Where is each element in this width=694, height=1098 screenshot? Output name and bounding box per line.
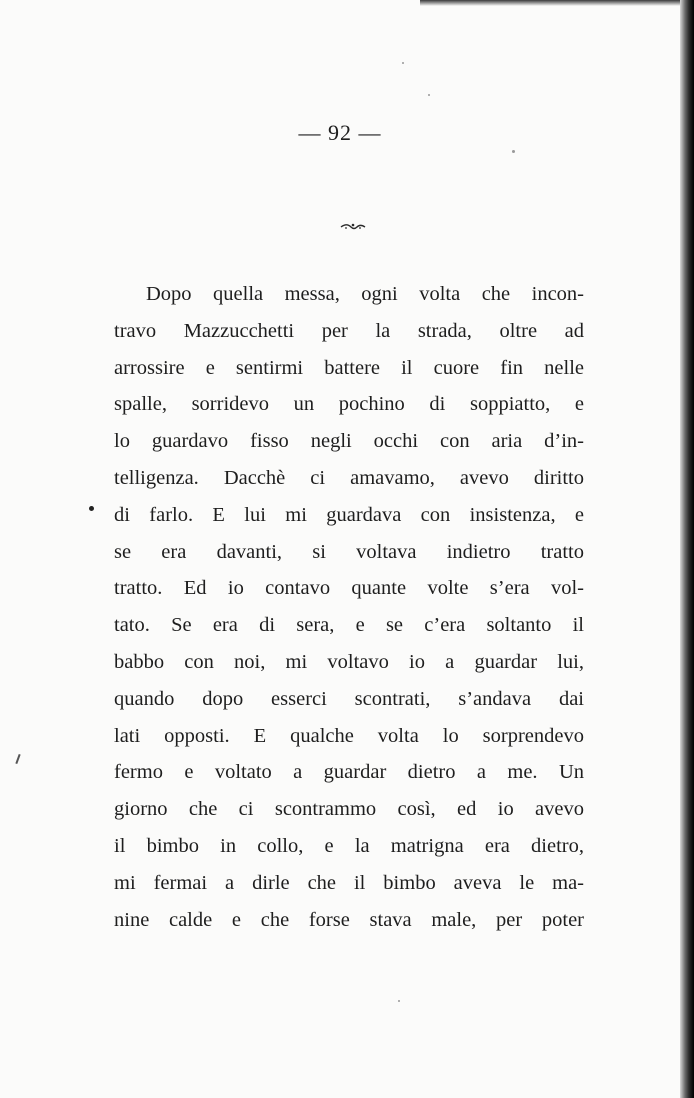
text-line: travo Mazzucchetti per la strada, oltre ad — [114, 319, 584, 342]
page-top-shadow — [420, 0, 694, 6]
page-number: — 92 — — [298, 120, 382, 145]
text-line: giorno che ci scontrammo così, ed io avevo — [114, 798, 584, 821]
text-line: tato. Se era di sera, e se c’era soltanto il — [114, 614, 584, 637]
body-text — [114, 276, 584, 938]
text-line: arrossire e sentirmi battere il cuore fin nelle — [114, 356, 584, 379]
fleuron-ornament-icon — [340, 222, 366, 232]
text-line: fermo e voltato a guardar dietro a me. Un — [114, 761, 584, 784]
paper-speck — [512, 150, 515, 153]
text-line: nine calde e che forse stava male, per poter — [114, 908, 584, 931]
margin-mark — [89, 506, 94, 511]
text-line: se era davanti, si voltava indietro tratto — [114, 540, 584, 563]
text-line: babbo con noi, mi voltavo io a guardar lui, — [114, 650, 584, 673]
margin-tick-mark — [15, 754, 20, 764]
text-line: tratto. Ed io contavo quante volte s’era vol- — [114, 577, 584, 600]
paper-speck — [402, 62, 404, 64]
text-line: lo guardavo fisso negli occhi con aria d’in- — [114, 430, 584, 453]
text-line: telligenza. Dacchè ci amavamo, avevo diritto — [114, 466, 584, 489]
text-line: spalle, sorridevo un pochino di soppiatto, e — [114, 393, 584, 416]
paper-speck — [428, 94, 430, 96]
text-line: il bimbo in collo, e la matrigna era dietro, — [114, 834, 584, 857]
paper-speck — [398, 1000, 400, 1002]
text-line: Dopo quella messa, ogni volta che incon- — [146, 283, 584, 305]
text-line: mi fermai a dirle che il bimbo aveva le ma- — [114, 871, 584, 894]
page-binding-edge — [680, 0, 694, 1098]
text-line: quando dopo esserci scontrati, s’andava dai — [114, 687, 584, 710]
text-line: di farlo. E lui mi guardava con insistenza, e — [114, 503, 584, 526]
text-line: lati opposti. E qualche volta lo sorprendevo — [114, 724, 584, 747]
